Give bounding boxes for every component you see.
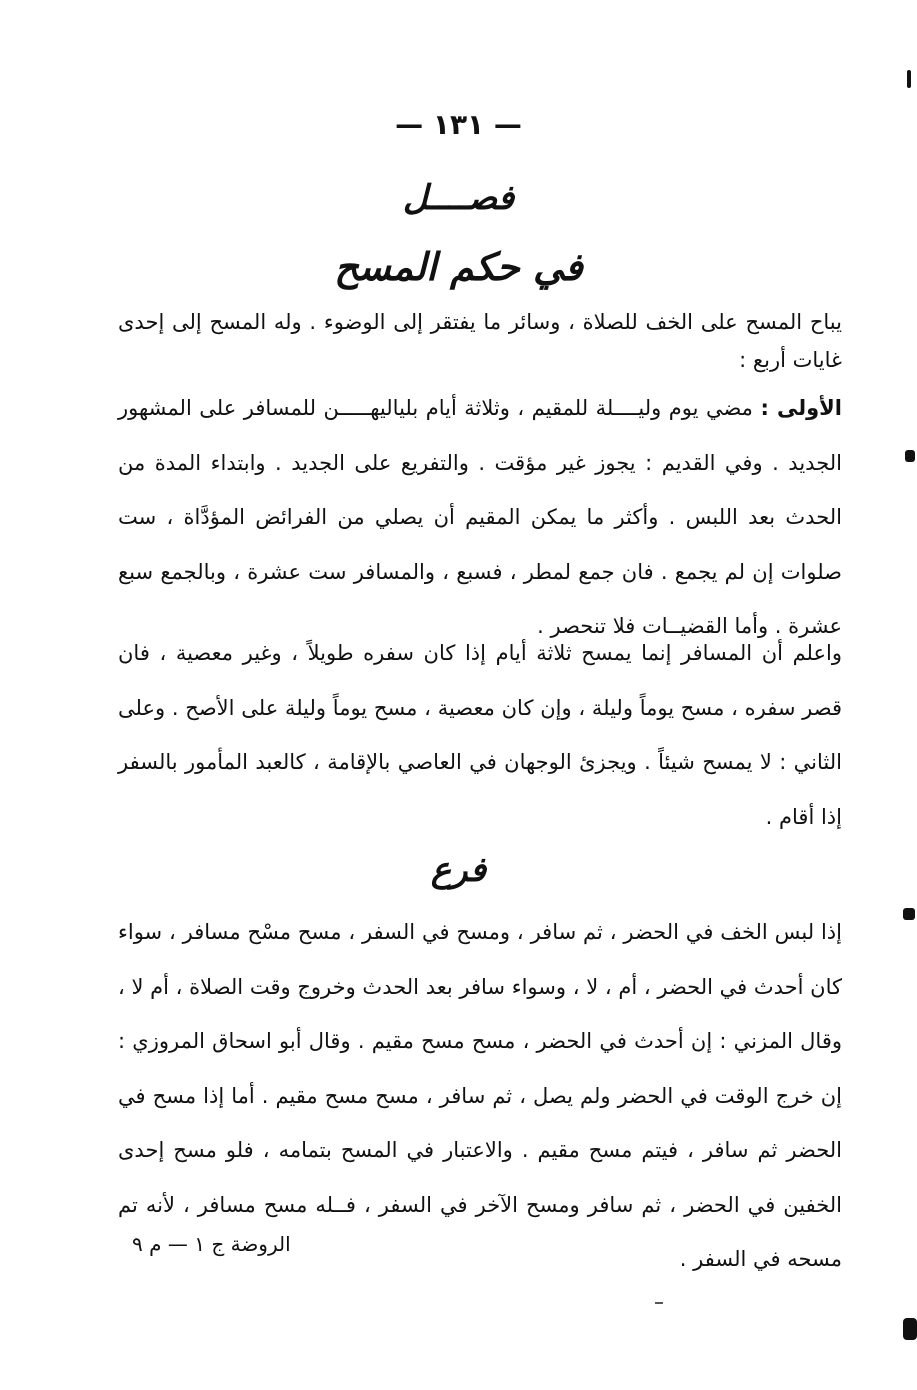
scan-edge-mark (905, 450, 915, 462)
paragraph-first-body: مضي يوم وليــــلة للمقيم ، وثلاثة أيام بلياليهـــــن للمسافر على المشهور الجديد . وفي القديم : يجوز غير مؤقت . والتفريع على الجديد . وابتداء المدة من الحدث بعد اللبس . وأكثر ما يمكن المقيم أن يصلي من الفرائض المؤدَّاة ، ست صلوات إن لم يجمع . فان جمع لمطر ، فسبع ، والمسافر ست عشرة ، وبالجمع سبع عشرة . وأما القضيــات فلا تنحصر . (118, 396, 842, 638)
paragraph-traveler: واعلم أن المسافر إنما يمسح ثلاثة أيام إذا كان سفره طويلاً ، وغير معصية ، فان قصر سفره ، مسح يوماً وليلة ، وإن كان معصية ، مسح يوماً وليلة على الأصح . وعلى الثاني : لا يمسح شيئاً . ويجزئ الوجهان في العاصي بالإقامة ، كالعبد المأمور بالسفر إذا أقام . (118, 641, 842, 829)
paragraph-first-limit (118, 381, 842, 654)
footer-volume-reference: الروضة ج ١ — م ٩ (132, 1232, 291, 1256)
scan-speck (655, 1302, 663, 1304)
scan-edge-mark (907, 70, 911, 88)
paragraph-intro: يباح المسح على الخف للصلاة ، وسائر ما يفتقر إلى الوضوء . وله المسح إلى إحدى غايات أربع : (118, 310, 842, 372)
section-heading-far: فرع (430, 850, 487, 890)
paragraph-branch: إذا لبس الخف في الحضر ، ثم سافر ، ومسح في السفر ، مسح مسْح مسافر ، سواء كان أحدث في الحضر ، أم ، لا ، وسواء سافر بعد الحدث وخروج وقت الصلاة ، أم لا ، وقال المزني : إن أحدث في الحضر ، مسح مسح مقيم . وقال أبو اسحاق المروزي : إن خرج الوقت في الحضر ولم يصل ، ثم سافر ، مسح مسح مقيم . أما إذا مسح في الحضر ثم سافر ، فيتم مسح مقيم . والاعتبار في المسح بتمامه ، فلو مسح إحدى الخفين في الحضر ، ثم سافر ومسح الآخر في السفر ، فــله مسح مسافر ، لأنه تم مسحه في السفر . (118, 920, 842, 1271)
section-heading-fasl: فصــــل (402, 178, 515, 218)
scan-edge-mark (903, 1318, 917, 1340)
page-number: — ١٣١ — (395, 108, 522, 141)
paragraph-first-lead: الأولى : (760, 396, 842, 420)
section-heading-hukm-al-mash: في حكم المسح (334, 244, 583, 289)
scan-edge-mark (903, 908, 915, 920)
